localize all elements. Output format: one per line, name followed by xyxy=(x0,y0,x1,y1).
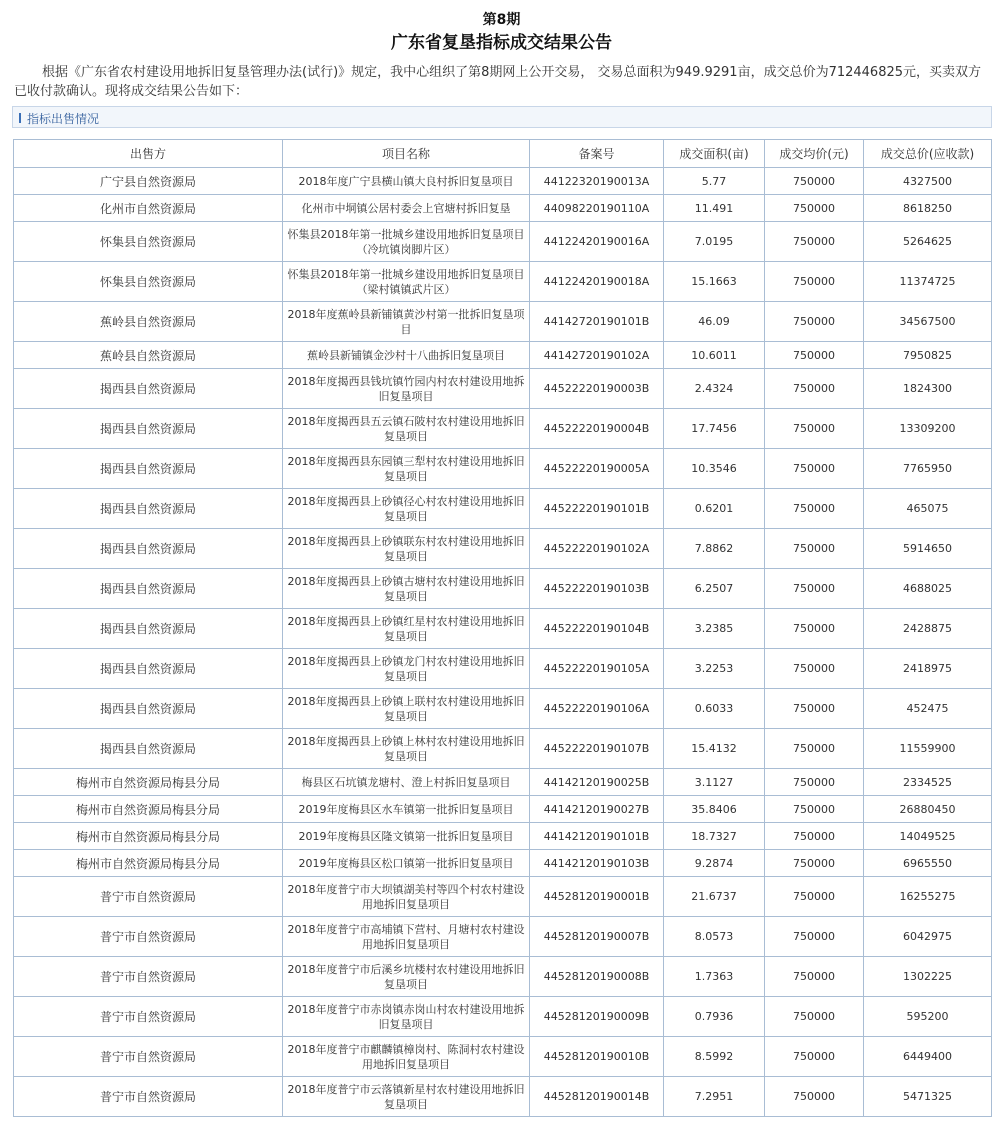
cell-record: 44522220190107B xyxy=(530,729,664,769)
cell-total: 595200 xyxy=(864,997,992,1037)
cell-total: 5914650 xyxy=(864,529,992,569)
section-label: 指标出售情况 xyxy=(27,112,100,126)
cell-price: 750000 xyxy=(765,262,864,302)
cell-price: 750000 xyxy=(765,569,864,609)
cell-record: 44142720190102A xyxy=(530,342,664,369)
cell-seller: 揭西县自然资源局 xyxy=(14,569,283,609)
cell-total: 6965550 xyxy=(864,850,992,877)
cell-seller: 揭西县自然资源局 xyxy=(14,529,283,569)
cell-area: 5.77 xyxy=(664,168,765,195)
table-row xyxy=(14,489,992,529)
cell-seller: 普宁市自然资源局 xyxy=(14,877,283,917)
cell-seller: 普宁市自然资源局 xyxy=(14,917,283,957)
cell-price: 750000 xyxy=(765,997,864,1037)
cell-price: 750000 xyxy=(765,649,864,689)
cell-project: 2018年度揭西县上砂镇径心村农村建设用地拆旧复垦项目 xyxy=(283,489,530,529)
cell-price: 750000 xyxy=(765,729,864,769)
cell-record: 44528120190009B xyxy=(530,997,664,1037)
cell-price: 750000 xyxy=(765,850,864,877)
cell-area: 10.3546 xyxy=(664,449,765,489)
cell-seller: 怀集县自然资源局 xyxy=(14,222,283,262)
table-row xyxy=(14,689,992,729)
cell-project: 2018年度揭西县钱坑镇竹园内村农村建设用地拆旧复垦项目 xyxy=(283,369,530,409)
table-row xyxy=(14,369,992,409)
cell-project: 2019年度梅县区松口镇第一批拆旧复垦项目 xyxy=(283,850,530,877)
cell-area: 8.0573 xyxy=(664,917,765,957)
cell-area: 10.6011 xyxy=(664,342,765,369)
cell-price: 750000 xyxy=(765,529,864,569)
cell-record: 44528120190010B xyxy=(530,1037,664,1077)
table-row xyxy=(14,609,992,649)
cell-area: 35.8406 xyxy=(664,796,765,823)
cell-total: 7765950 xyxy=(864,449,992,489)
cell-price: 750000 xyxy=(765,342,864,369)
table-header-row xyxy=(14,140,992,168)
cell-total: 8618250 xyxy=(864,195,992,222)
cell-total: 2418975 xyxy=(864,649,992,689)
cell-price: 750000 xyxy=(765,489,864,529)
cell-record: 44522220190104B xyxy=(530,609,664,649)
cell-price: 750000 xyxy=(765,168,864,195)
cell-project: 2019年度梅县区隆文镇第一批拆旧复垦项目 xyxy=(283,823,530,850)
cell-record: 44528120190008B xyxy=(530,957,664,997)
cell-seller: 广宁县自然资源局 xyxy=(14,168,283,195)
cell-price: 750000 xyxy=(765,369,864,409)
cell-total: 26880450 xyxy=(864,796,992,823)
cell-seller: 梅州市自然资源局梅县分局 xyxy=(14,850,283,877)
cell-record: 44122420190018A xyxy=(530,262,664,302)
cell-area: 8.5992 xyxy=(664,1037,765,1077)
cell-total: 13309200 xyxy=(864,409,992,449)
table-row xyxy=(14,569,992,609)
table-row xyxy=(14,222,992,262)
cell-seller: 揭西县自然资源局 xyxy=(14,609,283,649)
column-header-area: 成交面积(亩) xyxy=(664,140,765,168)
cell-seller: 揭西县自然资源局 xyxy=(14,729,283,769)
cell-total: 4688025 xyxy=(864,569,992,609)
section-marker-icon xyxy=(19,113,21,123)
cell-area: 15.1663 xyxy=(664,262,765,302)
cell-record: 44522220190105A xyxy=(530,649,664,689)
cell-seller: 蕉岭县自然资源局 xyxy=(14,302,283,342)
cell-project: 2018年度揭西县上砂镇上林村农村建设用地拆旧复垦项目 xyxy=(283,729,530,769)
cell-price: 750000 xyxy=(765,449,864,489)
cell-area: 21.6737 xyxy=(664,877,765,917)
cell-area: 0.6201 xyxy=(664,489,765,529)
cell-record: 44142120190103B xyxy=(530,850,664,877)
cell-total: 34567500 xyxy=(864,302,992,342)
cell-total: 2428875 xyxy=(864,609,992,649)
table-row xyxy=(14,342,992,369)
column-header-total: 成交总价(应收款) xyxy=(864,140,992,168)
cell-record: 44522220190101B xyxy=(530,489,664,529)
cell-seller: 梅州市自然资源局梅县分局 xyxy=(14,823,283,850)
cell-total: 1302225 xyxy=(864,957,992,997)
cell-record: 44122320190013A xyxy=(530,168,664,195)
cell-area: 0.6033 xyxy=(664,689,765,729)
cell-price: 750000 xyxy=(765,689,864,729)
page-title: 广东省复垦指标成交结果公告 xyxy=(391,33,612,53)
cell-price: 750000 xyxy=(765,1077,864,1117)
cell-area: 7.2951 xyxy=(664,1077,765,1117)
cell-project: 2018年度揭西县上砂镇联东村农村建设用地拆旧复垦项目 xyxy=(283,529,530,569)
cell-area: 3.1127 xyxy=(664,769,765,796)
table-row xyxy=(14,729,992,769)
cell-area: 7.0195 xyxy=(664,222,765,262)
cell-area: 9.2874 xyxy=(664,850,765,877)
cell-project: 2018年度揭西县上砂镇古塘村农村建设用地拆旧复垦项目 xyxy=(283,569,530,609)
cell-project: 化州市中垌镇公居村委会上官塘村拆旧复垦 xyxy=(283,195,530,222)
cell-seller: 梅州市自然资源局梅县分局 xyxy=(14,796,283,823)
cell-record: 44142720190101B xyxy=(530,302,664,342)
table-row xyxy=(14,997,992,1037)
table-row xyxy=(14,796,992,823)
table-row xyxy=(14,409,992,449)
cell-area: 6.2507 xyxy=(664,569,765,609)
cell-seller: 普宁市自然资源局 xyxy=(14,1037,283,1077)
cell-record: 44522220190005A xyxy=(530,449,664,489)
table-row xyxy=(14,917,992,957)
cell-project: 2018年度揭西县上砂镇龙门村农村建设用地拆旧复垦项目 xyxy=(283,649,530,689)
cell-project: 2018年度揭西县上砂镇红星村农村建设用地拆旧复垦项目 xyxy=(283,609,530,649)
cell-seller: 怀集县自然资源局 xyxy=(14,262,283,302)
column-header-project: 项目名称 xyxy=(283,140,530,168)
cell-seller: 揭西县自然资源局 xyxy=(14,489,283,529)
cell-total: 14049525 xyxy=(864,823,992,850)
cell-price: 750000 xyxy=(765,222,864,262)
table-row xyxy=(14,649,992,689)
cell-area: 17.7456 xyxy=(664,409,765,449)
cell-total: 6042975 xyxy=(864,917,992,957)
cell-area: 0.7936 xyxy=(664,997,765,1037)
cell-seller: 揭西县自然资源局 xyxy=(14,689,283,729)
cell-project: 2018年度普宁市高埔镇下营村、月塘村农村建设用地拆旧复垦项目 xyxy=(283,917,530,957)
cell-seller: 揭西县自然资源局 xyxy=(14,409,283,449)
cell-seller: 普宁市自然资源局 xyxy=(14,957,283,997)
cell-record: 44122420190016A xyxy=(530,222,664,262)
cell-price: 750000 xyxy=(765,796,864,823)
table-row xyxy=(14,449,992,489)
table-row xyxy=(14,262,992,302)
cell-project: 蕉岭县新铺镇金沙村十八曲拆旧复垦项目 xyxy=(283,342,530,369)
section-header xyxy=(12,106,992,128)
cell-seller: 普宁市自然资源局 xyxy=(14,1077,283,1117)
cell-area: 15.4132 xyxy=(664,729,765,769)
cell-project: 2018年度揭西县东园镇三犁村农村建设用地拆旧复垦项目 xyxy=(283,449,530,489)
cell-price: 750000 xyxy=(765,302,864,342)
table-row xyxy=(14,850,992,877)
cell-area: 3.2385 xyxy=(664,609,765,649)
cell-total: 5264625 xyxy=(864,222,992,262)
cell-project: 2018年度普宁市云落镇新星村农村建设用地拆旧复垦项目 xyxy=(283,1077,530,1117)
issue-number: 第8期 xyxy=(482,12,521,28)
column-header-record: 备案号 xyxy=(530,140,664,168)
cell-price: 750000 xyxy=(765,609,864,649)
cell-record: 44098220190110A xyxy=(530,195,664,222)
table-row xyxy=(14,529,992,569)
cell-record: 44142120190101B xyxy=(530,823,664,850)
cell-seller: 揭西县自然资源局 xyxy=(14,449,283,489)
cell-price: 750000 xyxy=(765,957,864,997)
cell-record: 44142120190025B xyxy=(530,769,664,796)
cell-price: 750000 xyxy=(765,409,864,449)
cell-seller: 普宁市自然资源局 xyxy=(14,997,283,1037)
cell-seller: 揭西县自然资源局 xyxy=(14,649,283,689)
cell-project: 2018年度普宁市麒麟镇樟岗村、陈洞村农村建设用地拆旧复垦项目 xyxy=(283,1037,530,1077)
cell-record: 44522220190102A xyxy=(530,529,664,569)
table-row xyxy=(14,957,992,997)
cell-total: 11374725 xyxy=(864,262,992,302)
cell-price: 750000 xyxy=(765,195,864,222)
cell-seller: 揭西县自然资源局 xyxy=(14,369,283,409)
cell-total: 452475 xyxy=(864,689,992,729)
results-table xyxy=(13,139,992,1117)
cell-area: 18.7327 xyxy=(664,823,765,850)
cell-record: 44522220190003B xyxy=(530,369,664,409)
table-row xyxy=(14,302,992,342)
cell-record: 44522220190106A xyxy=(530,689,664,729)
column-header-price: 成交均价(元) xyxy=(765,140,864,168)
cell-area: 7.8862 xyxy=(664,529,765,569)
cell-area: 1.7363 xyxy=(664,957,765,997)
cell-record: 44522220190103B xyxy=(530,569,664,609)
cell-total: 1824300 xyxy=(864,369,992,409)
cell-record: 44522220190004B xyxy=(530,409,664,449)
cell-project: 2018年度普宁市后溪乡坑楼村农村建设用地拆旧复垦项目 xyxy=(283,957,530,997)
cell-price: 750000 xyxy=(765,823,864,850)
cell-area: 46.09 xyxy=(664,302,765,342)
table-row xyxy=(14,823,992,850)
cell-project: 2019年度梅县区水车镇第一批拆旧复垦项目 xyxy=(283,796,530,823)
cell-price: 750000 xyxy=(765,877,864,917)
cell-total: 11559900 xyxy=(864,729,992,769)
table-row xyxy=(14,195,992,222)
table-row xyxy=(14,1037,992,1077)
cell-project: 怀集县2018年第一批城乡建设用地拆旧复垦项目（冷坑镇岗脚片区） xyxy=(283,222,530,262)
cell-total: 16255275 xyxy=(864,877,992,917)
cell-project: 2018年度普宁市赤岗镇赤岗山村农村建设用地拆旧复垦项目 xyxy=(283,997,530,1037)
cell-total: 465075 xyxy=(864,489,992,529)
cell-seller: 梅州市自然资源局梅县分局 xyxy=(14,769,283,796)
cell-project: 怀集县2018年第一批城乡建设用地拆旧复垦项目（梁村镇镇武片区） xyxy=(283,262,530,302)
cell-project: 梅县区石坑镇龙塘村、澄上村拆旧复垦项目 xyxy=(283,769,530,796)
intro-paragraph: 根据《广东省农村建设用地拆旧复垦管理办法(试行)》规定，我中心组织了第8期网上公开交易， 交易总面积为949.9291亩，成交总价为712446825元，买卖双方已收付款确认。现将成交结果公告如下： xyxy=(14,65,982,99)
cell-area: 3.2253 xyxy=(664,649,765,689)
cell-total: 4327500 xyxy=(864,168,992,195)
cell-record: 44528120190001B xyxy=(530,877,664,917)
cell-record: 44142120190027B xyxy=(530,796,664,823)
cell-project: 2018年度广宁县横山镇大良村拆旧复垦项目 xyxy=(283,168,530,195)
cell-record: 44528120190007B xyxy=(530,917,664,957)
cell-area: 11.491 xyxy=(664,195,765,222)
table-row xyxy=(14,769,992,796)
cell-total: 7950825 xyxy=(864,342,992,369)
table-row xyxy=(14,168,992,195)
table-row xyxy=(14,1077,992,1117)
cell-price: 750000 xyxy=(765,917,864,957)
cell-total: 5471325 xyxy=(864,1077,992,1117)
cell-project: 2018年度蕉岭县新铺镇黄沙村第一批拆旧复垦项目 xyxy=(283,302,530,342)
table-row xyxy=(14,877,992,917)
cell-seller: 蕉岭县自然资源局 xyxy=(14,342,283,369)
cell-project: 2018年度揭西县五云镇石陂村农村建设用地拆旧复垦项目 xyxy=(283,409,530,449)
cell-project: 2018年度揭西县上砂镇上联村农村建设用地拆旧复垦项目 xyxy=(283,689,530,729)
cell-total: 6449400 xyxy=(864,1037,992,1077)
column-header-seller: 出售方 xyxy=(14,140,283,168)
cell-price: 750000 xyxy=(765,1037,864,1077)
cell-record: 44528120190014B xyxy=(530,1077,664,1117)
cell-project: 2018年度普宁市大坝镇湖美村等四个村农村建设用地拆旧复垦项目 xyxy=(283,877,530,917)
cell-price: 750000 xyxy=(765,769,864,796)
cell-area: 2.4324 xyxy=(664,369,765,409)
cell-seller: 化州市自然资源局 xyxy=(14,195,283,222)
cell-total: 2334525 xyxy=(864,769,992,796)
